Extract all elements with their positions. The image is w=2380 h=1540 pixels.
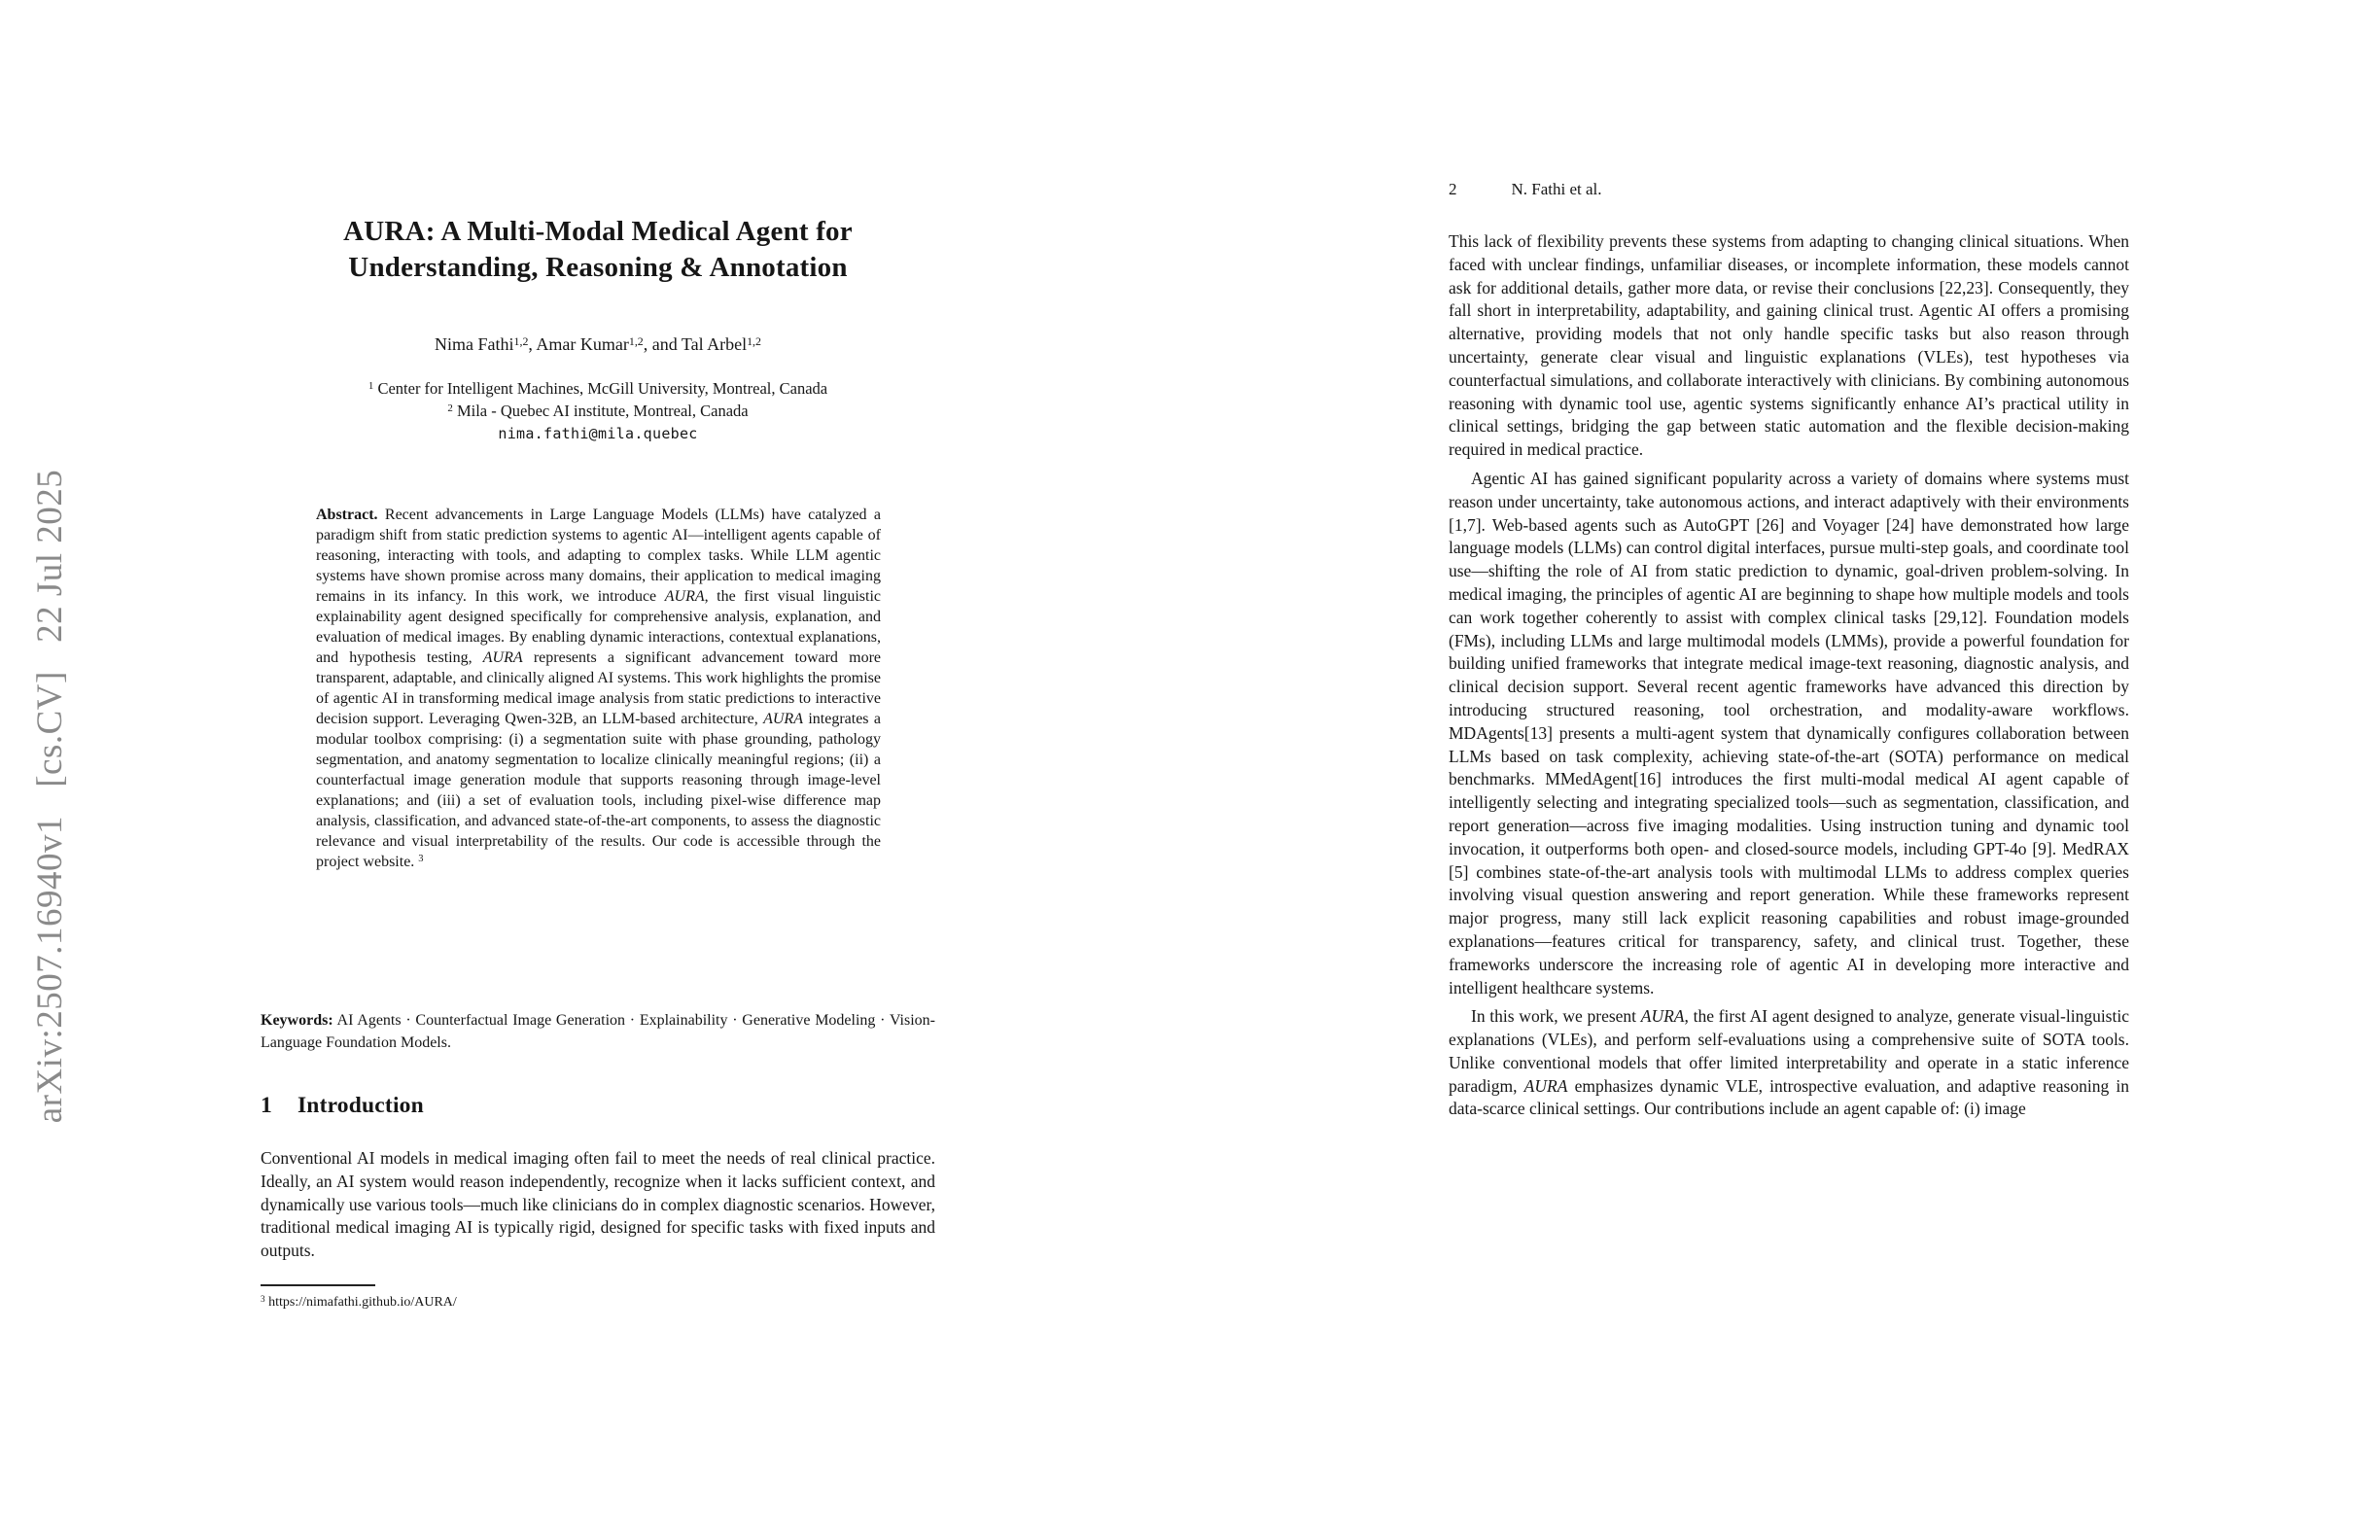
page-header (1449, 180, 2129, 199)
footnote-url-link[interactable]: https://nimafathi.github.io/AURA/ (264, 1295, 457, 1310)
section-title: Introduction (297, 1093, 424, 1118)
section-number: 1 (261, 1093, 272, 1118)
abstract-label: Abstract. (316, 507, 378, 523)
keywords (261, 1010, 935, 1054)
page-1 (261, 0, 935, 1540)
paper-title: AURA: A Multi-Modal Medical Agent for Understanding, Reasoning & Annotation (343, 216, 853, 283)
page-number: 2 (1449, 180, 1457, 198)
paragraph-1: This lack of flexibility prevents these systems from adapting to changing clinical situations. When faced with unclear findings, unfamiliar diseases, or incomplete information, these models cannot ask for additional details, gather more data, or revise their conclusions [22,23]. Consequently, they fall short in interpretability, adaptability, and gaining clinical trust. Agentic AI offers a promising alternative, providing models that not only handle specific tasks but also reason through uncertainty, generate clear visual and linguistic explanations (VLEs), test hypotheses via counterfactual simulations, and collaborate interactively with clinicians. By combining autonomous reasoning with dynamic tool use, agentic systems significantly enhance AI’s practical utility in clinical settings, bridging the gap between static automation and the flexible decision-making required in medical practice. (1449, 231, 2129, 460)
footnote-rule (261, 1284, 375, 1286)
affiliations (261, 377, 935, 445)
abstract-text: Recent advancements in Large Language Models (LLMs) have catalyzed a paradigm shift from static prediction systems to agentic AI—intelligent agents capable of reasoning, interacting with tools, and adapting to complex tasks. While LLM agentic systems have shown promise across many domains, their application to medical imaging remains in its infancy. In this work, we introduce AURA, the first visual linguistic explainability agent designed specifically for comprehensive analysis, explanation, and evaluation of medical images. By enabling dynamic interactions, contextual explanations, and hypothesis testing, AURA represents a significant advancement toward more transparent, adaptable, and clinically aligned AI systems. This work highlights the promise of agentic AI in transforming medical image analysis from static predictions to interactive decision support. Leveraging Qwen-32B, an LLM-based architecture, AURA integrates a modular toolbox comprising: (i) a segmentation suite with phase grounding, pathology segmentation, and anatomy segmentation to localize clinically meaningful regions; (ii) a counterfactual image generation module that supports reasoning through image-level explanations; and (iii) a set of evaluation tools, including pixel-wise difference map analysis, classification, and advanced state-of-the-art components, to assess the diagnostic relevance and visual interpretability of the results. Our code is accessible through the project website. $^3$ (316, 507, 882, 870)
paragraph-3: In this work, we present AURA, the first AI agent designed to analyze, generate visual-linguistic explanations (VLEs), and perform self-evaluations using a comprehensive suite of SOTA tools. Unlike conventional models that offer limited interpretability and operate in a static inference paradigm, AURA emphasizes dynamic VLE, introspective evaluation, and adaptive reasoning in data-scarce clinical settings. Our contributions include an agent capable of: (i) image (1449, 1006, 2130, 1119)
abstract (316, 505, 881, 872)
email: nima.fathi@mila.quebec (498, 425, 698, 442)
affiliation-1: $^1$ Center for Intelligent Machines, McGill University, Montreal, Canada (368, 379, 828, 398)
paragraph-2: Agentic AI has gained significant popularity across a variety of domains where systems must reason under uncertainty, take autonomous actions, and interact adaptively with their environments [1,7]. Web-based agents such as AutoGPT [26] and Voyager [24] have demonstrated how large language models (LLMs) can control digital interfaces, pursue multi-step goals, and coordinate tool use—shifting the role of AI from static prediction to dynamic, goal-driven problem-solving. In medical imaging, the principles of agentic AI are beginning to shape how multiple models and tools can work together coherently to assist with complex clinical tasks [29,12]. Foundation models (FMs), including LLMs and large multimodal models (LMMs), provide a powerful foundation for building unified frameworks that integrate medical image-text reasoning, diagnostic analysis, and clinical decision support. Several recent agentic frameworks have advanced this direction by introducing structured reasoning, tool orchestration, and modality-aware workflows. MDAgents[13] presents a multi-agent system that dynamically configures collaboration between LLMs based on task complexity, achieving state-of-the-art (SOTA) performance on medical benchmarks. MMedAgent[16] introduces the first multi-modal medical AI agent capable of intelligently selecting and integrating specialized tools—such as segmentation, classification, and report generation—across five imaging modalities. Using instruction tuning and dynamic tool invocation, it outperforms both open- and closed-source models, including GPT-4o [9]. MedRAX [5] combines state-of-the-art analysis tools with multimodal LLMs to address complex queries involving visual question answering and report generation. While these frameworks represent major progress, many still lack explicit reasoning capabilities and robust image-grounded explanations—features critical for transparency, safety, and clinical trust. Together, these frameworks underscore the increasing role of agentic AI in developing more interactive and intelligent healthcare systems. (1449, 468, 2129, 998)
affiliation-2: $^2$ Mila - Quebec AI institute, Montreal, Canada (447, 402, 749, 420)
keywords-text: AI Agents · Counterfactual Image Generation · Explainability · Generative Modeling · Vision-Language Foundation Models. (261, 1012, 935, 1051)
running-title: N. Fathi et al. (1511, 180, 1602, 198)
author-line: Nima Fathi$^{1,2}$, Amar Kumar$^{1,2}$, and Tal Arbel$^{1,2}$ (435, 333, 761, 354)
intro-paragraph: Conventional AI models in medical imaging often fail to meet the needs of real clinical practice. Ideally, an AI system would reason independently, recognize when it lacks sufficient context, and dynamically use various tools—much like clinicians do in complex diagnostic scenarios. However, traditional medical imaging AI is typically rigid, designed for specific tasks with fixed inputs and outputs. (261, 1148, 935, 1261)
footnote-marker: 3 (261, 1293, 265, 1304)
section-heading (261, 1093, 424, 1119)
arxiv-watermark: arXiv:2507.16940v1 [cs.CV] 22 Jul 2025 (30, 469, 70, 1124)
keywords-label: Keywords: (261, 1012, 333, 1029)
footnote (261, 1293, 935, 1312)
page-2 (1449, 0, 2129, 1540)
page-2-body (1449, 230, 2129, 1121)
